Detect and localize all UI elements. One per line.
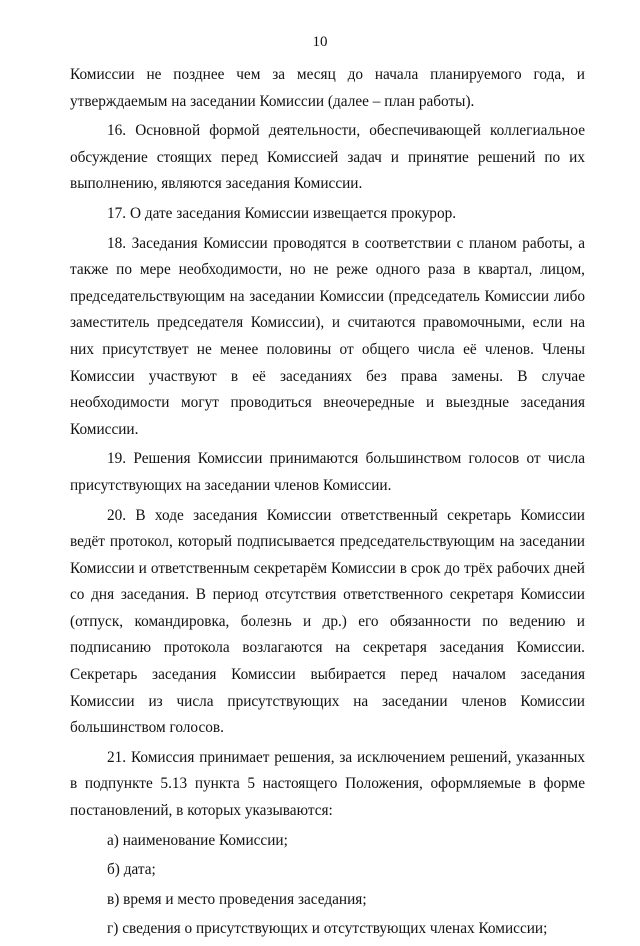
page-number: 10 [312, 34, 328, 50]
list-item-g: г) сведения о присутствующих и отсутствующих членах Комиссии; [107, 920, 548, 938]
list-item-a: а) наименование Комиссии; [107, 831, 288, 849]
paragraph-continuation: Комиссии не позднее чем за месяц до начала планируемого года, и утверждаемым на заседании Комиссии (далее – план работы). [70, 66, 585, 110]
paragraph-18: 18. Заседания Комиссии проводятся в соответствии с планом работы, а также по мере необходимости, но не реже одного раза в квартал, лицом, председательствующим на заседании Комиссии (председатель Комиссии либо заместитель председателя Комиссии), и считаются правомочными, если на них присутствует не менее половины от общего числа её членов. Члены Комиссии участвуют в её заседаниях без права замены. В случае необходимости могут проводиться внеочередные и выездные заседания Комиссии. [70, 234, 585, 438]
document-body [70, 62, 585, 946]
paragraph-16: 16. Основной формой деятельности, обеспечивающей коллегиальное обсуждение стоящих перед Комиссией задач и принятие решений по их выполнению, являются заседания Комиссии. [70, 122, 585, 193]
paragraph-17: 17. О дате заседания Комиссии извещается прокурор. [107, 204, 457, 222]
paragraph-20: 20. В ходе заседания Комиссии ответственный секретарь Комиссии ведёт протокол, который подписывается председательствующим на заседании Комиссии и ответственным секретарём Комиссии в срок до трёх рабочих дней со дня заседания. В период отсутствия ответственного секретаря Комиссии (отпуск, командировка, болезнь и др.) его обязанности по ведению и подписанию протокола возлагаются на секретаря заседания Комиссии. Секретарь заседания Комиссии выбирается перед началом заседания Комиссии из числа присутствующих на заседании членов Комиссии большинством голосов. [70, 506, 585, 737]
list-item-b: б) дата; [107, 861, 156, 879]
list-item-v: в) время и место проведения заседания; [107, 890, 367, 908]
paragraph-19: 19. Решения Комиссии принимаются большинством голосов от числа присутствующих на заседании членов Комиссии. [70, 450, 585, 494]
paragraph-21: 21. Комиссия принимает решения, за исключением решений, указанных в подпункте 5.13 пункта 5 настоящего Положения, оформляемые в форме постановлений, в которых указываются: [70, 748, 585, 820]
